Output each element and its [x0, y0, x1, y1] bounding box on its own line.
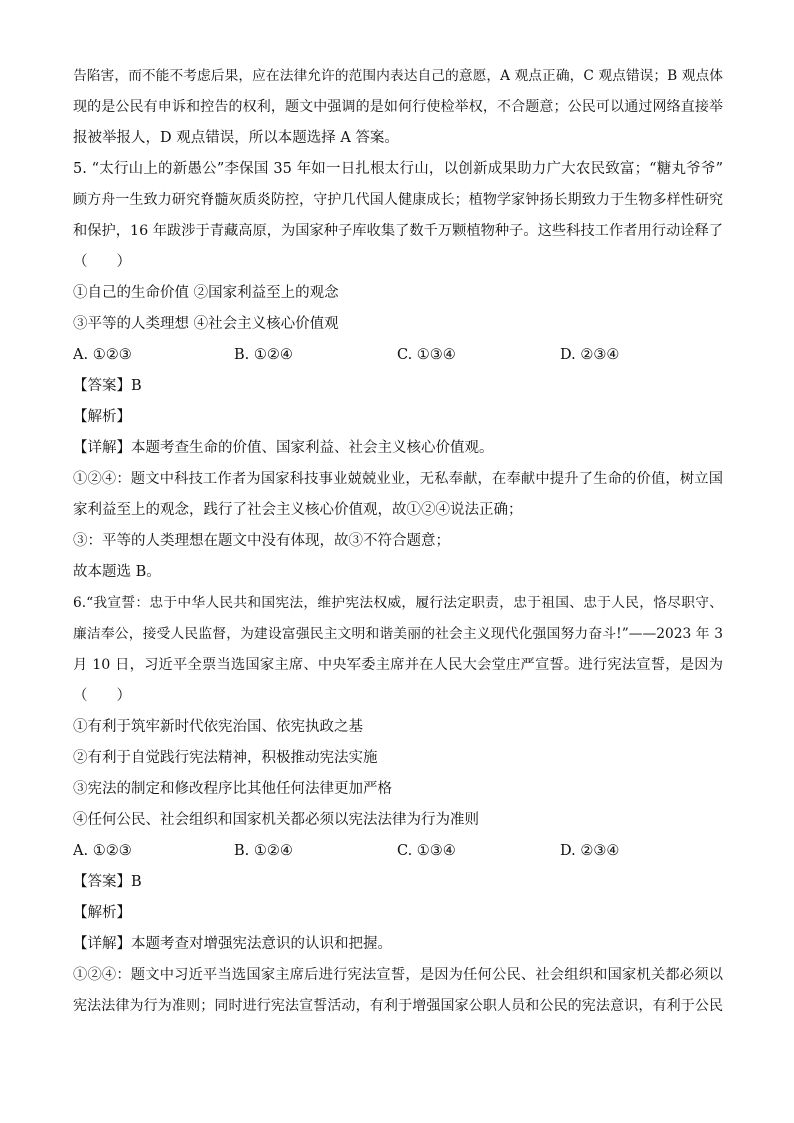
analysis-label: 【解析】 [73, 905, 131, 921]
question-6-item: ①有利于筑牢新时代依宪治国、依宪执政之基 [73, 719, 363, 735]
answer-label: 【答案】B [73, 378, 142, 394]
detail-line: 故本题选 B。 [73, 564, 161, 580]
question-6-item: ④任何公民、社会组织和国家机关都必须以宪法法律为行为准则 [73, 812, 479, 828]
option-c: C. ①③④ [397, 347, 456, 363]
question-6-item: ②有利于自觉践行宪法精神，积极推动宪法实施 [73, 750, 378, 766]
question-5-blank: （ ） [73, 254, 131, 270]
question-5-stem: 和保护，16 年跋涉于青藏高原，为国家种子库收集了数千万颗植物种子。这些科技工作者用行动诠释了 [73, 223, 723, 239]
question-5-stem: 5. “太行山上的新愚公”李保国 35 年如一日扎根太行山，以创新成果助力广大农民致富；“糖丸爷爷” [73, 161, 723, 177]
question-6-item: ③宪法的制定和修改程序比其他任何法律更加严格 [73, 781, 392, 797]
option-b: B. ①②④ [234, 843, 293, 859]
detail-line: 家利益至上的观念，践行了社会主义核心价值观，故①②④说法正确； [73, 502, 523, 518]
answer-label: 【答案】B [73, 874, 142, 890]
question-5-item: ③平等的人类理想 ④社会主义核心价值观 [73, 316, 339, 332]
option-d: D. ②③④ [560, 347, 620, 363]
option-d: D. ②③④ [560, 843, 620, 859]
detail-line: 【详解】本题考查生命的价值、国家利益、社会主义核心价值观。 [73, 440, 494, 456]
question-6-stem: 6.“我宣誓：忠于中华人民共和国宪法，维护宪法权威，履行法定职责，忠于祖国、忠于人民，恪尽职守、 [73, 595, 723, 611]
detail-line: ①②④：题文中习近平当选国家主席后进行宪法宣誓，是因为任何公民、社会组织和国家机关都必须以 [73, 967, 723, 983]
detail-line: ①②④：题文中科技工作者为国家科技事业兢兢业业，无私奉献，在奉献中提升了生命的价值，树立国 [73, 471, 723, 487]
detail-line: 【详解】本题考查对增强宪法意识的认识和把握。 [73, 936, 392, 952]
question-6-blank: （ ） [73, 688, 131, 704]
text-line: 现的是公民有申诉和控告的权利，题文中强调的是如何行使检举权，不合题意；公民可以通过网络直接举 [73, 99, 723, 115]
text-line: 报被举报人，D 观点错误，所以本题选择 A 答案。 [73, 130, 399, 146]
question-5-options [73, 344, 723, 366]
analysis-label: 【解析】 [73, 409, 131, 425]
question-6-options [73, 840, 723, 862]
detail-line: ③：平等的人类理想在题文中没有体现，故③不符合题意； [73, 533, 450, 549]
text-line: 告陷害，而不能不考虑后果，应在法律允许的范围内表达自己的意愿，A 观点正确，C 观点错误；B 观点体 [73, 68, 723, 84]
question-5-item: ①自己的生命价值 ②国家利益至上的观念 [73, 285, 339, 301]
option-c: C. ①③④ [397, 843, 456, 859]
option-a: A. ①②③ [73, 347, 132, 363]
question-6-stem: 廉洁奉公，接受人民监督，为建设富强民主文明和谐美丽的社会主义现代化强国努力奋斗!”——2023 年 3 [73, 626, 723, 642]
question-5-stem: 顾方舟一生致力研究脊髓灰质炎防控，守护几代国人健康成长；植物学家钟扬长期致力于生物多样性研究 [73, 192, 723, 208]
detail-line: 宪法法律为行为准则；同时进行宪法宣誓活动，有利于增强国家公职人员和公民的宪法意识，有利于公民 [73, 998, 723, 1014]
option-a: A. ①②③ [73, 843, 132, 859]
option-b: B. ①②④ [234, 347, 293, 363]
question-6-stem: 月 10 日，习近平全票当选国家主席、中央军委主席并在人民大会堂庄严宣誓。进行宪法宣誓，是因为 [73, 657, 723, 673]
